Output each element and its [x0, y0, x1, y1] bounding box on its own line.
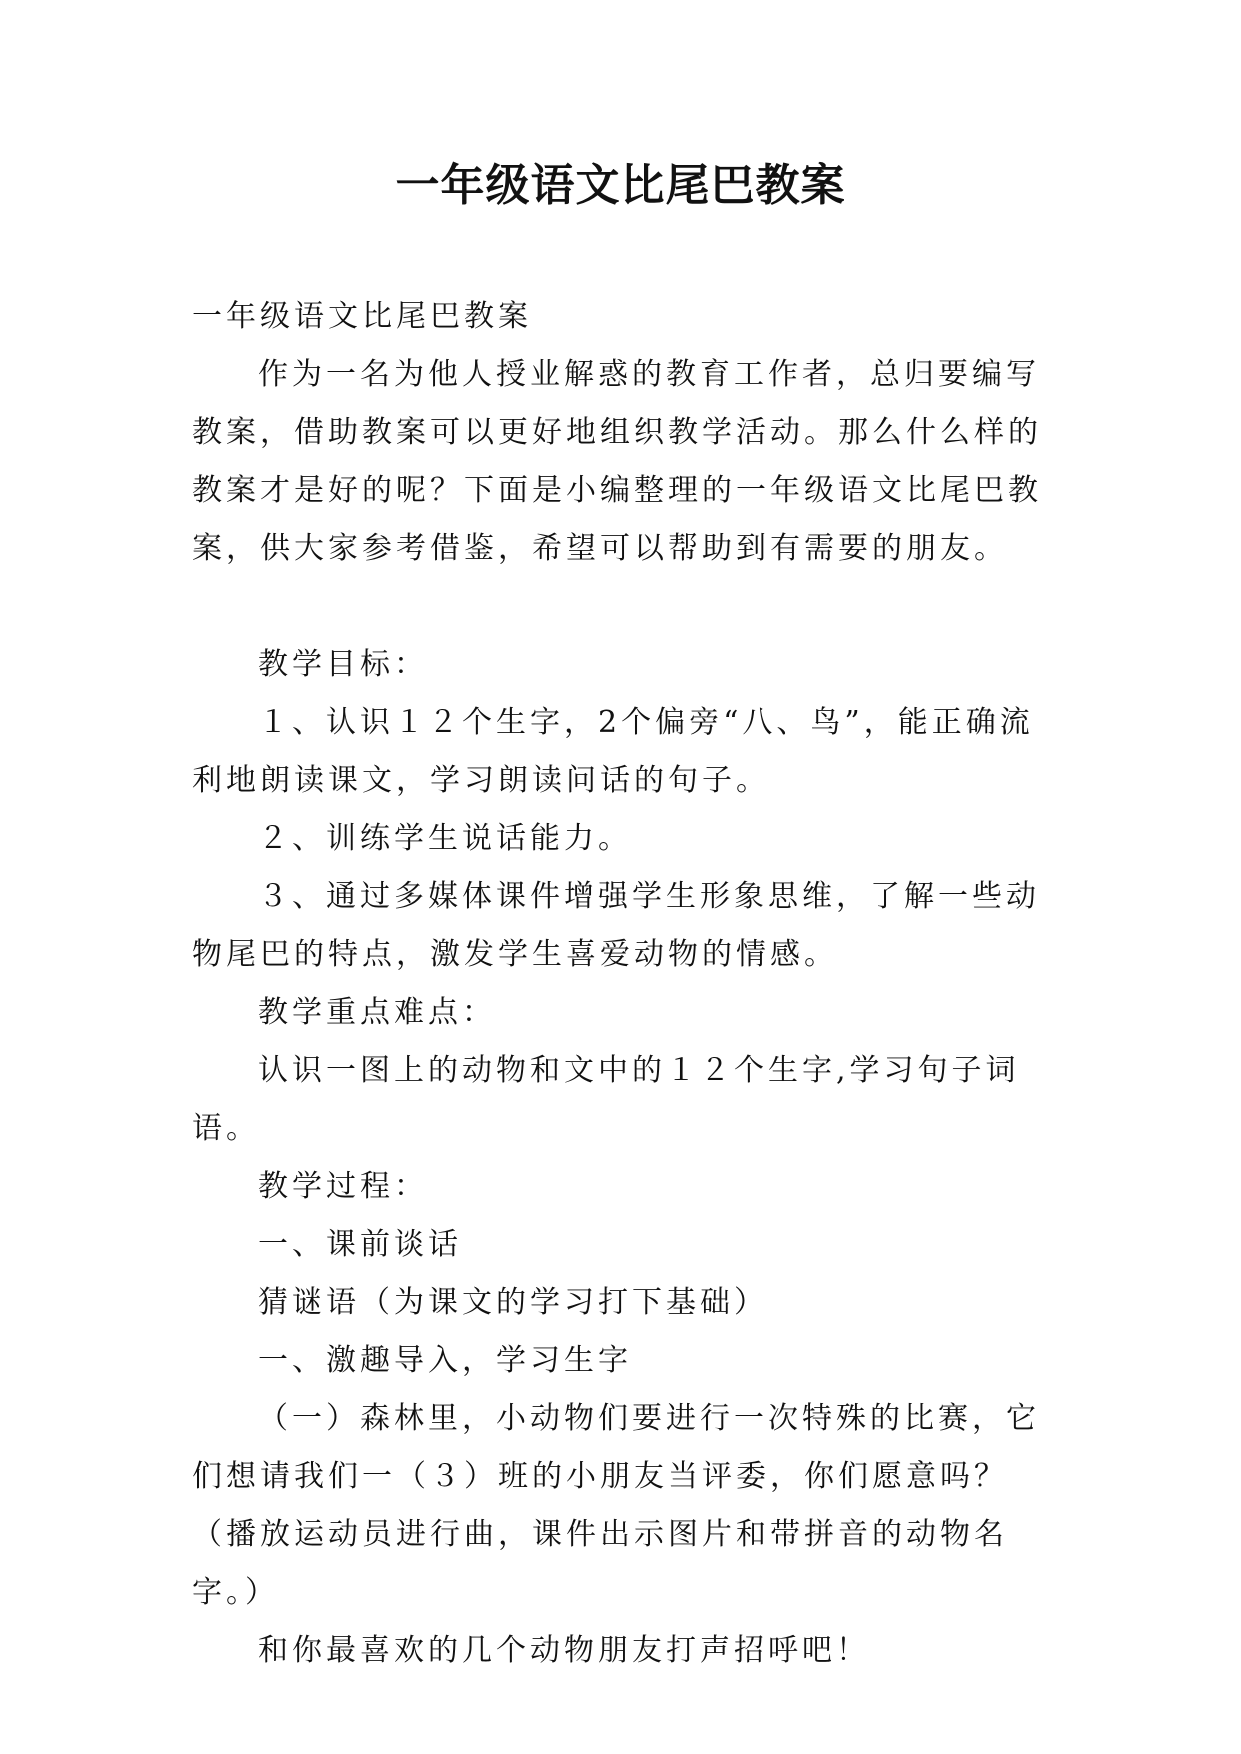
document-title: 一年级语文比尾巴教案 [395, 160, 846, 211]
key-points-text: 认识一图上的动物和文中的１２个生字,学习句子词语。 [192, 1053, 1020, 1146]
objective-item-1: １、认识１２个生字，2个偏旁“八、鸟”，能正确流利地朗读课文，学习朗读问话的句子。 [192, 705, 1034, 798]
intro-paragraph: 作为一名为他人授业解惑的教育工作者，总归要编写教案，借助教案可以更好地组织教学活动。那么什么样的教案才是好的呢？下面是小编整理的一年级语文比尾巴教案，供大家参考借鉴，希望可以帮助到有需要的朋友。 [192, 357, 1042, 566]
process-greeting: 和你最喜欢的几个动物朋友打声招呼吧！ [258, 1633, 870, 1668]
objective-item-2: ２、训练学生说话能力。 [258, 821, 632, 856]
process-step-intro: 一、激趣导入，学习生字 [258, 1343, 632, 1378]
section-heading-key-points: 教学重点难点： [258, 995, 496, 1030]
body-heading: 一年级语文比尾巴教案 [192, 299, 532, 334]
document-body [192, 288, 1052, 1680]
blank-line [192, 578, 1052, 636]
section-heading-objectives: 教学目标： [258, 647, 428, 682]
process-riddle: 猜谜语（为课文的学习打下基础） [258, 1285, 768, 1320]
process-step-talk: 一、课前谈话 [258, 1227, 462, 1262]
section-heading-process: 教学过程： [258, 1169, 428, 1204]
objective-item-3: ３、通过多媒体课件增强学生形象思维，了解一些动物尾巴的特点，激发学生喜爱动物的情感。 [192, 879, 1040, 972]
process-forest-paragraph: （一）森林里，小动物们要进行一次特殊的比赛，它们想请我们一（３）班的小朋友当评委，你们愿意吗？（播放运动员进行曲，课件出示图片和带拼音的动物名字。） [192, 1401, 1040, 1610]
